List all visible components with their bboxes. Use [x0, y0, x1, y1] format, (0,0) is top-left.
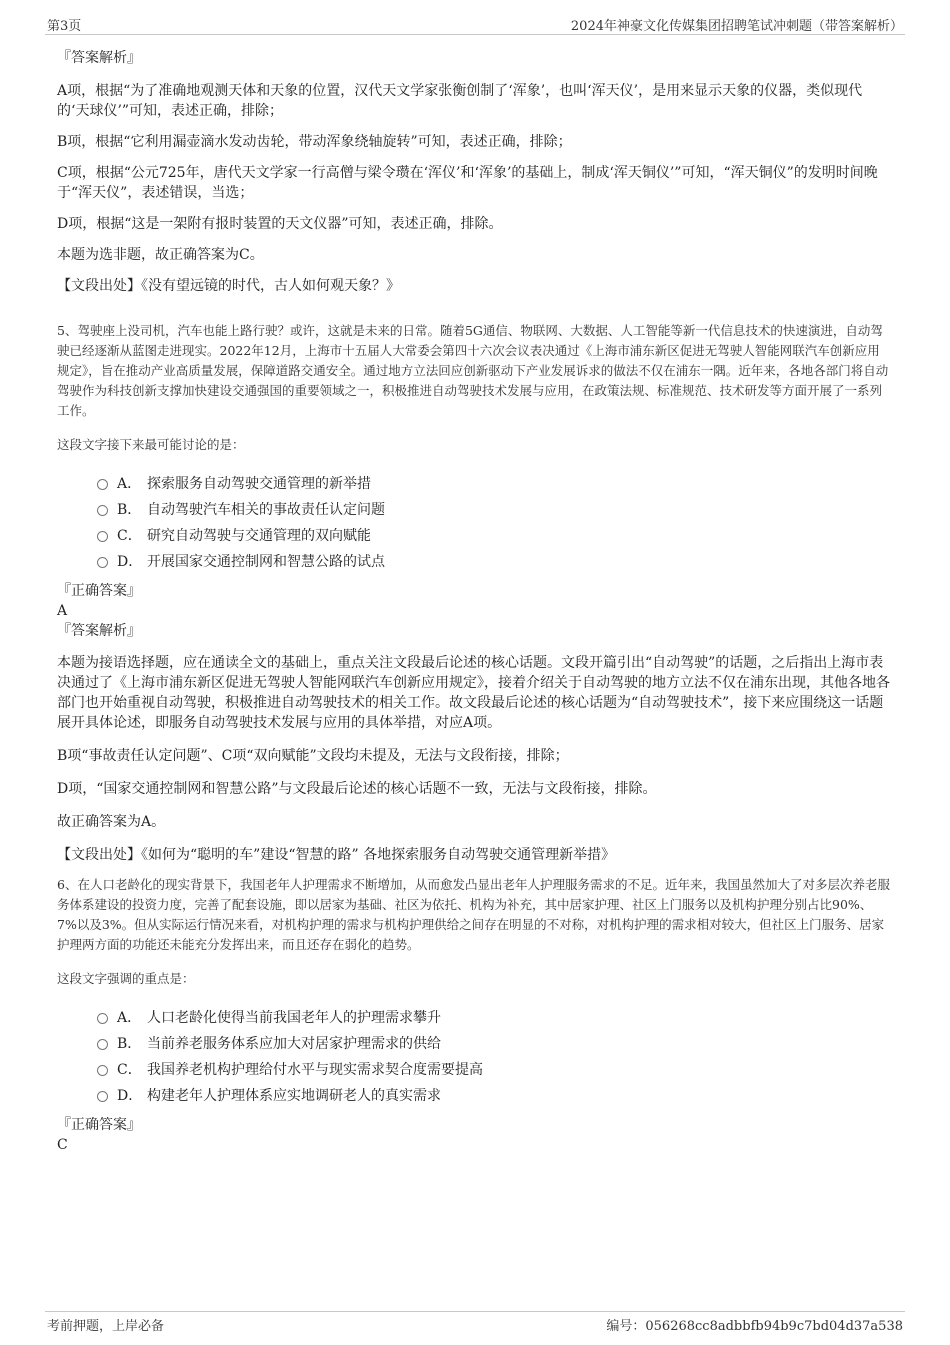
page-footer	[45, 1311, 905, 1332]
option-text: 构建老年人护理体系应实地调研老人的真实需求	[147, 1088, 441, 1104]
option-text: 我国养老机构护理给付水平与现实需求契合度需要提高	[147, 1062, 483, 1078]
q4-source: 【文段出处】《没有望远镜的时代，古人如何观天象？》	[57, 278, 400, 294]
q6-answer: C	[57, 1137, 68, 1153]
q4-conclusion: 本题为选非题，故正确答案为C。	[57, 247, 264, 263]
q6-answer-label: 『正确答案』	[57, 1117, 141, 1133]
option-text: 当前养老服务体系应加大对居家护理需求的供给	[147, 1036, 441, 1052]
q5-option-b[interactable]	[97, 497, 890, 523]
q5-answer-label: 『正确答案』	[57, 583, 141, 599]
q6-option-b[interactable]	[97, 1031, 890, 1057]
radio-icon[interactable]	[97, 479, 108, 490]
q5-analysis: 本题为接语选择题，应在通读全文的基础上，重点关注文段最后论述的核心话题。文段开篇引出“自动驾驶”的话题，之后指出上海市表决通过了《上海市浦东新区促进无驾驶人智能网联汽车创新应用规定》，接着介绍关于自动驾驶的地方立法不仅在浦东出现，其他各地各部门也开始重视自动驾驶，积极推进自动驾驶技术的相关工作。故文段最后论述的核心话题为“自动驾驶技术”，接下来应围绕这一话题展开具体论述，即服务自动驾驶技术发展与应用的具体举措，对应A项。	[57, 655, 890, 731]
option-letter: C．	[117, 528, 142, 544]
q4-analysis-b: B项，根据“它利用漏壶滴水发动齿轮，带动浑象绕轴旋转”可知，表述正确，排除；	[57, 134, 572, 150]
radio-icon[interactable]	[97, 1091, 108, 1102]
q6-options	[97, 1005, 890, 1109]
q5-options	[97, 471, 890, 575]
radio-icon[interactable]	[97, 505, 108, 516]
q5-answer: A	[57, 603, 68, 619]
option-text: 开展国家交通控制网和智慧公路的试点	[147, 554, 385, 570]
q5-analysis-bc: B项“事故责任认定问题”、C项“双向赋能”文段均未提及，无法与文段衔接，排除；	[57, 748, 569, 764]
q5-conclusion: 故正确答案为A。	[57, 814, 166, 830]
q4-analysis-c: C项，根据“公元725年，唐代天文学家一行高僧与梁令瓒在‘浑仪’和‘浑象’的基础上，制成‘浑天铜仪’”可知，“浑天铜仪”的发明时间晚于“浑天仪”，表述错误，当选；	[57, 165, 878, 201]
main-content	[57, 46, 890, 1155]
q6-option-c[interactable]	[97, 1057, 890, 1083]
q6-option-a[interactable]	[97, 1005, 890, 1031]
option-letter: A．	[117, 1010, 142, 1026]
option-text: 自动驾驶汽车相关的事故责任认定问题	[147, 502, 385, 518]
q6-question: 这段文字强调的重点是：	[57, 971, 195, 986]
q5-passage: 5、驾驶座上没司机，汽车也能上路行驶？或许，这就是未来的日常。随着5G通信、物联网、大数据、人工智能等新一代信息技术的快速演进，自动驾驶已经逐渐从蓝图走进现实。2022年12月，上海市十五届人大常委会第四十六次会议表决通过《上海市浦东新区促进无驾驶人智能网联汽车创新应用规定》，旨在推动产业高质量发展，保障道路交通安全。通过地方立法回应创新驱动下产业发展诉求的做法不仅在浦东一隅。近年来，各地各部门将自动驾驶作为科技创新支撑加快建设交通强国的重要领域之一，积极推进自动驾驶技术发展与应用，在政策法规、标准规范、技术研发等方面开展了一系列工作。	[57, 323, 889, 418]
page-number: 第3页	[47, 19, 82, 34]
q5-analysis-d: D项，“国家交通控制网和智慧公路”与文段最后论述的核心话题不一致，无法与文段衔接，排除。	[57, 781, 657, 797]
q5-option-d[interactable]	[97, 549, 890, 575]
q4-analysis-a: A项，根据“为了准确地观测天体和天象的位置，汉代天文学家张衡创制了‘浑象’，也叫‘浑天仪’，是用来显示天象的仪器，类似现代的‘天球仪’”可知，表述正确，排除；	[57, 83, 863, 119]
option-text: 探索服务自动驾驶交通管理的新举措	[147, 476, 371, 492]
radio-icon[interactable]	[97, 1013, 108, 1024]
option-letter: D．	[117, 1088, 143, 1104]
option-letter: A．	[117, 476, 142, 492]
q5-option-c[interactable]	[97, 523, 890, 549]
q5-analysis-label: 『答案解析』	[57, 623, 141, 639]
q4-analysis-d: D项，根据“这是一架附有报时装置的天文仪器”可知，表述正确，排除。	[57, 216, 503, 232]
radio-icon[interactable]	[97, 1065, 108, 1076]
q6-option-d[interactable]	[97, 1083, 890, 1109]
radio-icon[interactable]	[97, 557, 108, 568]
q5-option-a[interactable]	[97, 471, 890, 497]
option-letter: B．	[117, 1036, 142, 1052]
q5-question: 这段文字接下来最可能讨论的是：	[57, 437, 245, 452]
radio-icon[interactable]	[97, 531, 108, 542]
footer-slogan: 考前押题，上岸必备	[47, 1319, 165, 1334]
option-letter: C．	[117, 1062, 142, 1078]
document-title: 2024年神豪文化传媒集团招聘笔试冲刺题（带答案解析）	[570, 19, 903, 34]
footer-serial: 编号：056268cc8adbbfb94b9c7bd04d37a538	[606, 1319, 903, 1334]
radio-icon[interactable]	[97, 1039, 108, 1050]
option-letter: D．	[117, 554, 143, 570]
q6-passage: 6、在人口老龄化的现实背景下，我国老年人护理需求不断增加，从而愈发凸显出老年人护理服务需求的不足。近年来，我国虽然加大了对多层次养老服务体系建设的投资力度，完善了配套设施，即以居家为基础、社区为依托、机构为补充，其中居家护理、社区上门服务以及机构护理分别占比90%、7%以及3%。但从实际运行情况来看，对机构护理的需求与机构护理供给之间存在明显的不对称，对机构护理的需求相对较大，但社区上门服务、居家护理两方面的功能还未能充分发挥出来，而且还存在弱化的趋势。	[57, 877, 890, 952]
page-header	[45, 14, 905, 35]
option-text: 研究自动驾驶与交通管理的双向赋能	[147, 528, 371, 544]
q5-source: 【文段出处】《如何为“聪明的车”建设“智慧的路” 各地探索服务自动驾驶交通管理新举措》	[57, 847, 616, 863]
option-text: 人口老龄化使得当前我国老年人的护理需求攀升	[147, 1010, 441, 1026]
option-letter: B．	[117, 502, 142, 518]
q4-analysis-label: 『答案解析』	[57, 50, 141, 66]
